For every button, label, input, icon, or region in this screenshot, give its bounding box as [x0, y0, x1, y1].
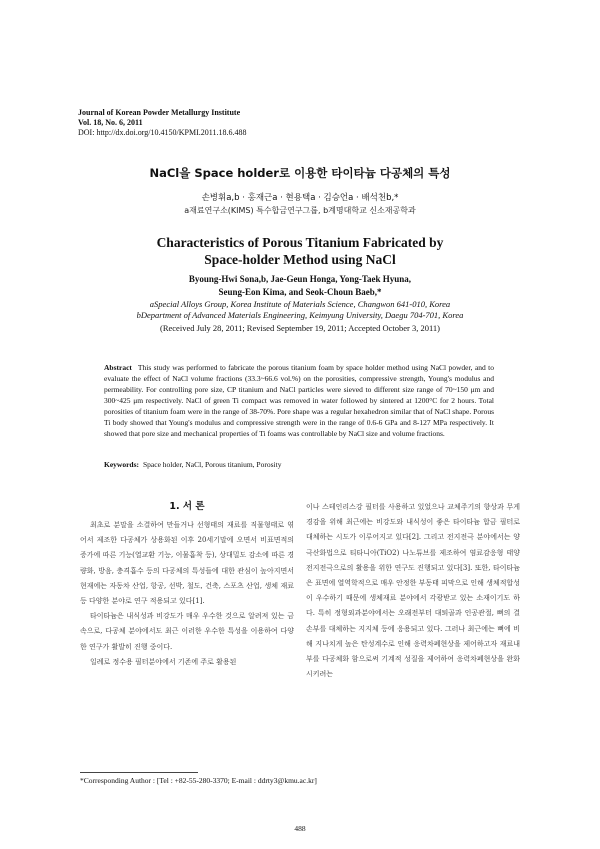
korean-title: NaCl을 Space holder로 이용한 타이타늄 다공체의 특성 [149, 166, 451, 180]
english-affiliations [0, 299, 600, 321]
english-title [0, 234, 600, 268]
paragraph: 타이타늄은 내식성과 비강도가 매우 우수한 것으로 알려져 있는 금속으로, 다공체 분야에서도 최근 이러한 우수한 특성을 이용하여 다양한 연구가 활발히 진행 중이다. [80, 612, 294, 651]
korean-authors: 손병휘a,b · 홍재근a · 현용택a · 김승언a · 배석천b,* [201, 193, 399, 203]
paragraph: 일례로 정수용 필터분야에서 기존에 주로 활용된 [90, 657, 237, 666]
english-title-line2: Space-holder Method using NaCl [204, 252, 396, 267]
keywords-text: Space holder, NaCl, Porous titanium, Porosity [143, 460, 282, 469]
english-affiliation-line1: aSpecial Alloys Group, Korea Institute of Materials Science, Changwon 641-010, Korea [149, 299, 451, 309]
right-column [306, 500, 520, 682]
english-authors [0, 273, 600, 299]
keywords [104, 460, 494, 469]
journal-name: Journal of Korean Powder Metallurgy Institute [78, 108, 241, 117]
page-number: 488 [294, 824, 306, 833]
abstract-text: This study was performed to fabricate the porous titanium foam by space holder method using NaCl powder, and to evaluate the effect of NaCl volume fractions (33.3~66.6 vol.%) on the porosities, compressive strength, Young's modulus and permeability. For controlling pore size, CP titanium and NaCl particles were sieved to different size range of 70~150 μm and 300~425 μm respectively. NaCl of green Ti compact was removed in water followed by sintered at 1200°C for 2 hours. Total porosities of titanium foam were in the range of 38-70%. Pore shape was a regular hexahedron similar that of NaCl shape. Porous Ti body showed that Young's modulus and compressive strength were in the range of 0.6-6 GPa and 8-127 MPa respectively. It showed that pore size and mechanical properties of Ti foams was controllable by NaCl size and volume fractions. [104, 363, 494, 438]
journal-doi: DOI: http://dx.doi.org/10.4150/KPMI.2011.18.6.488 [78, 128, 247, 137]
english-title-line1: Characteristics of Porous Titanium Fabricated by [156, 235, 444, 250]
english-authors-line2: Seung-Eon Kima, and Seok-Choun Baeb,* [218, 287, 382, 297]
keywords-label: Keywords: [104, 460, 139, 469]
section-heading-introduction: 1. 서 론 [169, 501, 205, 512]
korean-affiliations: a재료연구소(KIMS) 특수합금연구그룹, b계명대학교 신소재공학과 [184, 206, 416, 215]
received-dates: (Received July 28, 2011; Revised September 19, 2011; Accepted October 3, 2011) [160, 323, 440, 333]
footnote-divider [80, 772, 198, 773]
left-column [80, 500, 294, 670]
corresponding-author-footnote: *Corresponding Author : [Tel : +82-55-280-3370; E-mail : ddrty3@kmu.ac.kr] [80, 776, 317, 785]
journal-volume: Vol. 18, No. 6, 2011 [78, 118, 143, 127]
english-authors-line1: Byoung-Hwi Sona,b, Jae-Geun Honga, Yong-Taek Hyuna, [188, 274, 412, 284]
paragraph: 최초로 분말을 소결하여 만들거나 선형태의 재료를 직물형태로 엮어서 제조한 다공체가 상용화된 이후 20세기말에 오면서 비표면적의 증가에 따른 기능(열교환 기능, 이물흡착 등), 상대밀도 감소에 따른 경량화, 방음, 충격흡수 등의 다공체의 특성들에 대한 관심이 높아지면서 현재에는 자동차 산업, 항공, 선박, 철도, 건축, 스포츠 산업, 생체 재료 등 다양한 분야로 연구 적용되고 있다[1]. [80, 521, 294, 606]
paragraph: 이나 스테인리스강 필터를 사용하고 있었으나 교체주기의 향상과 무게 경감을 위해 최근에는 비강도와 내식성이 좋은 타이타늄 합금 필터로 대체하는 시도가 이루어지고 있다[2]. 그리고 전지전극 분야에서는 양극산화법으로 티타니아(TiO2) 나노튜브를 제조하여 염료감응형 태양전지전극으로의 활용을 위한 연구도 진행되고 있다[3]. 또한, 타이타늄은 표면에 열역학적으로 매우 안정한 부동태 피막으로 인해 생체적합성이 우수하기 때문에 생체재료 분야에서 각광받고 있는 소재이기도 하다. 특히 정형외과분야에서는 오래전부터 대퇴골과 인공관절, 뼈의 결손부를 대체하는 지지체 등에 응용되고 있다. 그러나 최근에는 뼈에 비해 지나치게 높은 탄성계수로 인해 응력차폐현상을 제어하고자 재료내부를 다공체화 함으로써 기계적 성질을 제어하여 응력차폐현상을 완화시키려는 [306, 503, 520, 679]
english-affiliation-line2: bDepartment of Advanced Materials Engineering, Keimyung University, Daegu 704-701, Korea [136, 310, 464, 320]
journal-header [78, 108, 246, 138]
abstract [104, 362, 494, 439]
abstract-label: Abstract [104, 363, 132, 372]
